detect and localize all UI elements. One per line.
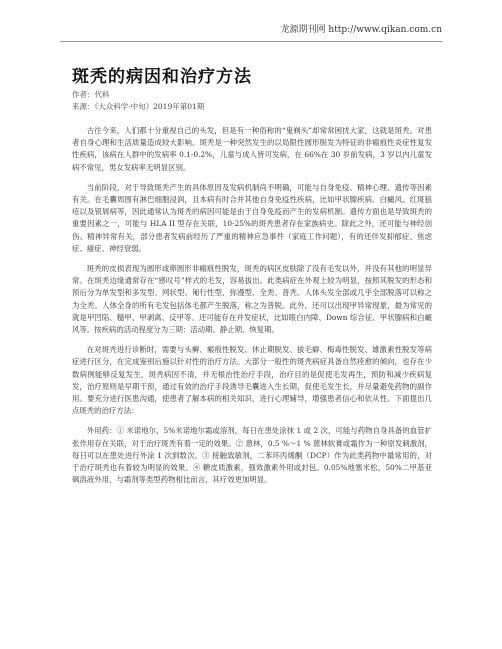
paragraph-diagnosis: 在对斑秃进行诊断时，需要与头癣、瘢痕性脱发、休止期脱发、拔毛癖、梅毒性脱发、雄激素性脱发等病症进行区分，在完成鉴别后施以针对性的治疗方法。大部分一般性的斑秃病症具备自然痊愈的倾向，也存在少数病例能够反复发生，斑秃病因不清，并无根治性治疗手段，治疗目的是促使毛发再生，预防和减少疾病复发，治疗原则是早期干预，通过有效的治疗手段诱导毛囊进入生长期，促使毛发生长，并尽量避免药物的副作用。要充分进行医患沟通，使患者了解本病的相关知识，进行心理辅导，增强患者信心和依从性。下面提出几点斑秃的治疗方法： xyxy=(72,345,432,416)
paragraph-treatment: 外用药：① 米诺地尔，5%米诺地尔霜或溶剂，每日在患处涂抹 1 或 2 次，可能与药物自身具备的血管扩张作用存在关联，对于治疗斑秃有着一定的效果。② 蒽林，0.5 %～1 % 蒽林软膏或霜作为一种原发刺激剂，每日可以在患处进行外涂 1 次到数次。③ 接触致敏剂，二苯环丙烯酮（DCP）作为此类药物中最常用的，对于治疗斑秃也有着较为明显的效果。④ 糖皮质激素，强效激素外用或封包。0.05%地塞米松，50%二甲基亚砜溶液外用，与霜剂等类型药物相比而言，其疗效更加明显。 xyxy=(72,426,432,485)
paragraph-intro: 古往今来，人们都十分重视自己的头发，但是有一种俗称的“鬼剃头”却常常困扰大家，这就是斑秃。对患者自身心理和生活质量造成较大影响。斑秃是一种突然发生的以局限性圆形脱发为特征的非瘢痕性炎症性复发性疾病，该病在人群中的发病率 0.1-0.2%，儿童与成人皆可发病，在 66%在 30 岁前发病，3 岁以内儿童发病不常见，男女发病率无明显区别。 xyxy=(72,126,432,172)
article-body xyxy=(72,125,432,494)
paragraph-causes: 当前阶段，对于导致斑秃产生的具体原因及发病机制尚不明确，可能与自身免疫、精神心理、遗传等因素有关。在毛囊周围有淋巴细胞浸润，且本病有时合并其他自身免疫性疾病，比如甲状腺疾病、白癜风、红斑狼疮以及银屑病等，因此通常认为斑秃的病因可能是由于自身免疫而产生的发病机制。遗传方面也是导致斑秃的重要因素之一，可能与 HLA II 型存在关联，10-25%的斑秃患者存在家族病史。除此之外，还可能与神经创伤、精神异常有关，部分患者发病前经历了严重的精神应急事件（家庭工作问题），有的还伴发抑郁症、焦虑症、癔症、神经衰弱。 xyxy=(72,182,432,253)
journal-header: 龙源期刊网 http://www.qikan.com.cn xyxy=(280,25,442,35)
paragraph-symptoms: 斑秃的皮损表现为圆形或卵圆形非瘢痕性脱发，斑秃的病区皮肤除了没有毛发以外，并没有其他的明显异常。在斑秃边缘通常存在“感叹号”样式的毛发，容易拔出。此类病症在外观上较为明显，按照其脱发的形态和预后分为单发型和多发型、网状型、匍行性型、弥漫型、全秃、普秃。人体头发全部或几乎全部脱落可以称之为全秃。人体全身的所有毛发包括体毛都产生脱落，称之为普脱。此外，还可以出现甲异常现象，最为常见的就是甲凹陷、糙甲、甲剥离、反甲等。还可能存在并发症状，比如眼白内障、Down 综合征、甲状腺病和白癜风等。按疾病的活动程度分为三期：活动期、静止期、恢复期。 xyxy=(72,264,432,335)
article-title: 斑秃的病因和治疗方法 xyxy=(72,67,252,87)
header-divider xyxy=(60,41,442,42)
article-source: 来源：《大众科学·中旬》2019年第01期 xyxy=(72,102,205,111)
article-author: 作者：代科 xyxy=(72,90,110,99)
